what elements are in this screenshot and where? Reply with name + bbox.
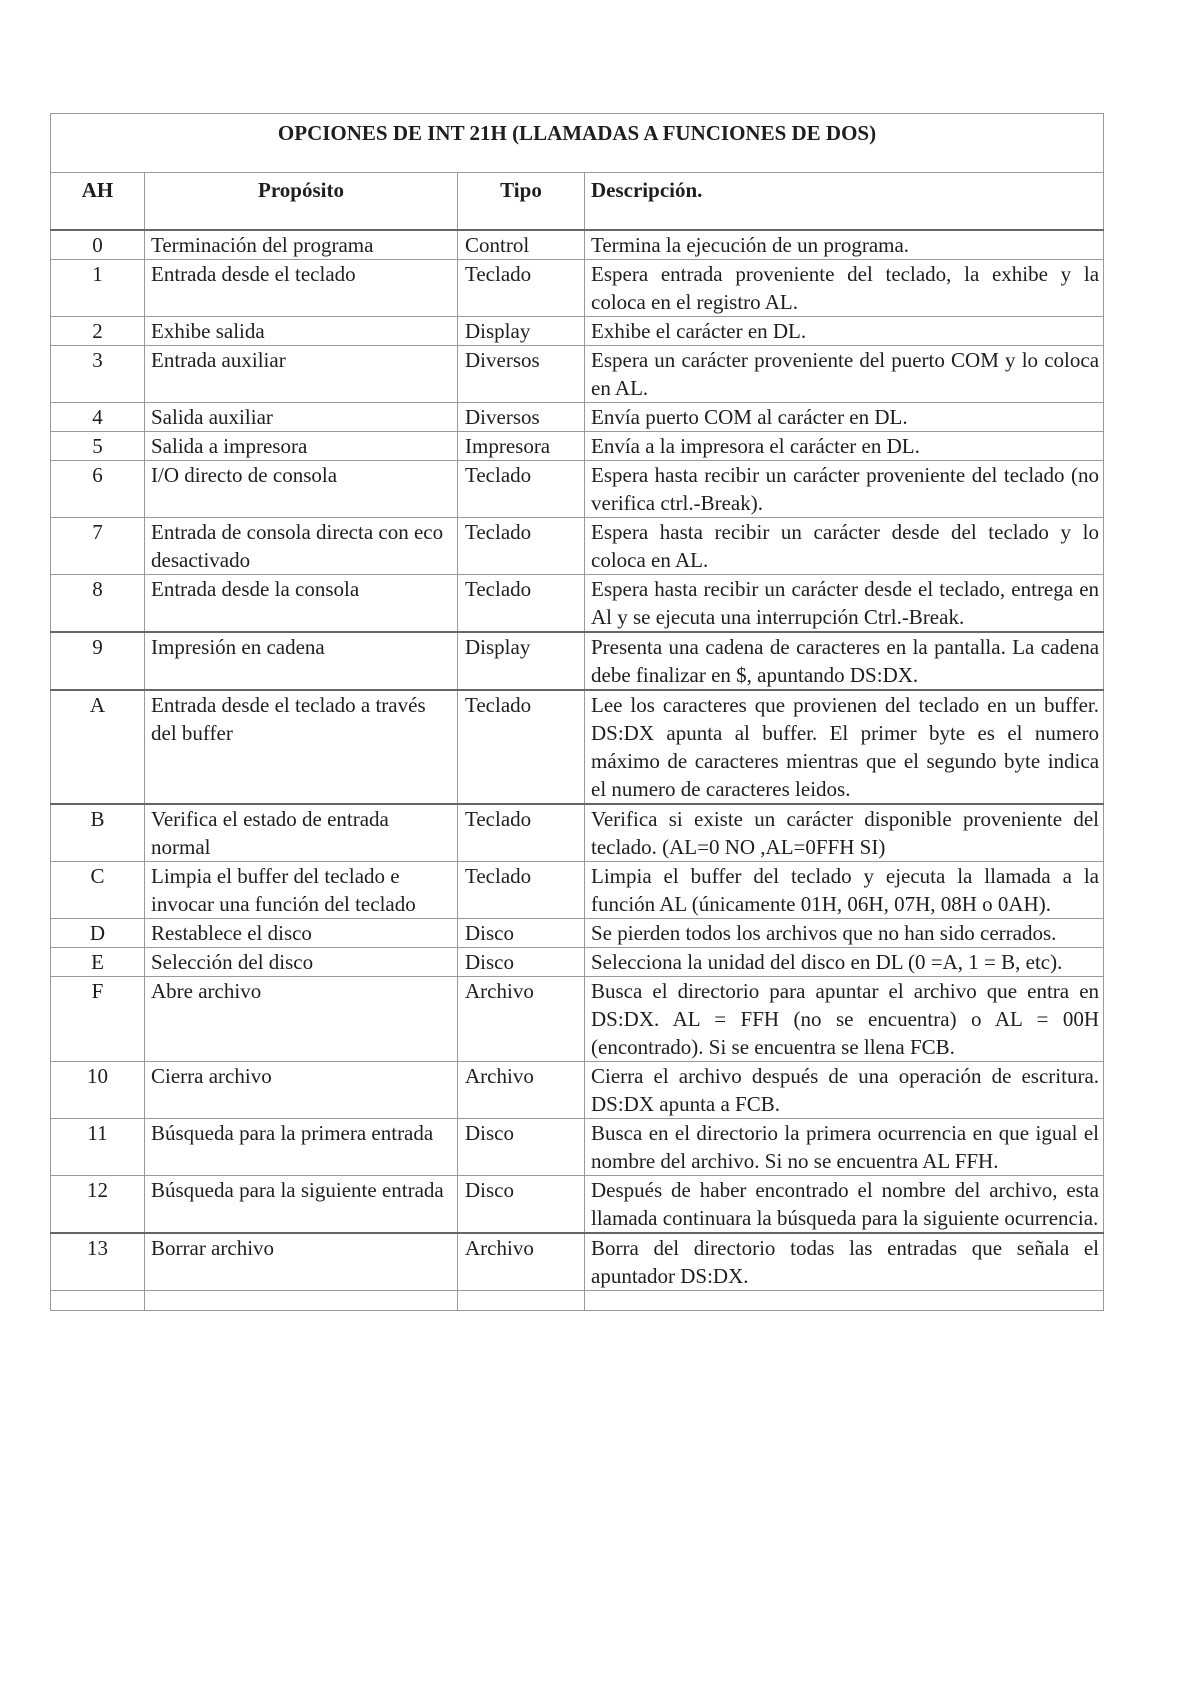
cell-ah: C xyxy=(51,862,145,919)
cell-proposito: Entrada de consola directa con eco desactivado xyxy=(145,518,458,575)
cell-proposito: Selección del disco xyxy=(145,948,458,977)
cell-tipo: Disco xyxy=(458,1119,585,1176)
cell-tipo: Impresora xyxy=(458,432,585,461)
document-page xyxy=(50,113,1103,1311)
tail-cell xyxy=(458,1291,585,1311)
cell-proposito: Entrada auxiliar xyxy=(145,346,458,403)
cell-ah: 7 xyxy=(51,518,145,575)
cell-tipo: Display xyxy=(458,317,585,346)
cell-descripcion: Busca el directorio para apuntar el archivo que entra en DS:DX. AL = FFH (no se encuentra) o AL = 00H (encontrado). Si se encuentra se llena FCB. xyxy=(585,977,1104,1062)
table-row xyxy=(51,862,1104,919)
cell-descripcion: Busca en el directorio la primera ocurrencia en que igual el nombre del archivo. Si no se encuentra AL FFH. xyxy=(585,1119,1104,1176)
cell-ah: 10 xyxy=(51,1062,145,1119)
cell-proposito: Verifica el estado de entrada normal xyxy=(145,804,458,862)
table-tail-row xyxy=(51,1291,1104,1311)
table-row xyxy=(51,230,1104,260)
table-row xyxy=(51,575,1104,633)
cell-tipo: Archivo xyxy=(458,1062,585,1119)
cell-tipo: Teclado xyxy=(458,804,585,862)
cell-proposito: Salida a impresora xyxy=(145,432,458,461)
table-title: OPCIONES DE INT 21H (LLAMADAS A FUNCIONES DE DOS) xyxy=(51,114,1104,173)
cell-tipo: Disco xyxy=(458,919,585,948)
cell-descripcion: Envía puerto COM al carácter en DL. xyxy=(585,403,1104,432)
cell-descripcion: Presenta una cadena de caracteres en la pantalla. La cadena debe finalizar en $, apuntando DS:DX. xyxy=(585,632,1104,690)
tail-cell xyxy=(51,1291,145,1311)
cell-proposito: Terminación del programa xyxy=(145,230,458,260)
cell-ah: 2 xyxy=(51,317,145,346)
cell-tipo: Archivo xyxy=(458,1233,585,1291)
cell-tipo: Disco xyxy=(458,1176,585,1234)
table-row xyxy=(51,346,1104,403)
cell-tipo: Teclado xyxy=(458,461,585,518)
cell-proposito: I/O directo de consola xyxy=(145,461,458,518)
table-row xyxy=(51,1062,1104,1119)
header-tipo: Tipo xyxy=(458,173,585,231)
cell-ah: 6 xyxy=(51,461,145,518)
cell-descripcion: Espera hasta recibir un carácter desde del teclado y lo coloca en AL. xyxy=(585,518,1104,575)
cell-tipo: Archivo xyxy=(458,977,585,1062)
header-ah: AH xyxy=(51,173,145,231)
cell-proposito: Limpia el buffer del teclado e invocar una función del teclado xyxy=(145,862,458,919)
cell-tipo: Diversos xyxy=(458,346,585,403)
cell-descripcion: Cierra el archivo después de una operación de escritura. DS:DX apunta a FCB. xyxy=(585,1062,1104,1119)
cell-tipo: Diversos xyxy=(458,403,585,432)
cell-tipo: Teclado xyxy=(458,518,585,575)
table-row xyxy=(51,632,1104,690)
cell-ah: A xyxy=(51,690,145,804)
cell-descripcion: Lee los caracteres que provienen del teclado en un buffer. DS:DX apunta al buffer. El primer byte es el numero máximo de caracteres mientras que el segundo byte indica el numero de caracteres leidos. xyxy=(585,690,1104,804)
cell-proposito: Salida auxiliar xyxy=(145,403,458,432)
cell-tipo: Teclado xyxy=(458,575,585,633)
cell-ah: 12 xyxy=(51,1176,145,1234)
tail-cell xyxy=(145,1291,458,1311)
cell-ah: 8 xyxy=(51,575,145,633)
cell-descripcion: Después de haber encontrado el nombre del archivo, esta llamada continuara la búsqueda para la siguiente ocurrencia. xyxy=(585,1176,1104,1234)
header-descripcion: Descripción. xyxy=(585,173,1104,231)
cell-descripcion: Termina la ejecución de un programa. xyxy=(585,230,1104,260)
table-row xyxy=(51,1233,1104,1291)
table-row xyxy=(51,919,1104,948)
cell-tipo: Teclado xyxy=(458,862,585,919)
cell-descripcion: Selecciona la unidad del disco en DL (0 =A, 1 = B, etc). xyxy=(585,948,1104,977)
table-row xyxy=(51,317,1104,346)
cell-proposito: Búsqueda para la primera entrada xyxy=(145,1119,458,1176)
cell-proposito: Búsqueda para la siguiente entrada xyxy=(145,1176,458,1234)
cell-tipo: Display xyxy=(458,632,585,690)
header-proposito: Propósito xyxy=(145,173,458,231)
table-row xyxy=(51,977,1104,1062)
table-row xyxy=(51,690,1104,804)
cell-proposito: Entrada desde el teclado xyxy=(145,260,458,317)
cell-proposito: Cierra archivo xyxy=(145,1062,458,1119)
cell-proposito: Abre archivo xyxy=(145,977,458,1062)
cell-ah: 4 xyxy=(51,403,145,432)
cell-descripcion: Espera entrada proveniente del teclado, la exhibe y la coloca en el registro AL. xyxy=(585,260,1104,317)
cell-ah: 9 xyxy=(51,632,145,690)
cell-ah: 11 xyxy=(51,1119,145,1176)
cell-proposito: Restablece el disco xyxy=(145,919,458,948)
table-row xyxy=(51,1176,1104,1234)
cell-descripcion: Limpia el buffer del teclado y ejecuta la llamada a la función AL (únicamente 01H, 06H, 07H, 08H o 0AH). xyxy=(585,862,1104,919)
table-row xyxy=(51,432,1104,461)
cell-descripcion: Espera hasta recibir un carácter proveniente del teclado (no verifica ctrl.-Break). xyxy=(585,461,1104,518)
table-title-row xyxy=(51,114,1104,173)
cell-tipo: Control xyxy=(458,230,585,260)
cell-ah: 13 xyxy=(51,1233,145,1291)
cell-descripcion: Verifica si existe un carácter disponible proveniente del teclado. (AL=0 NO ,AL=0FFH SI) xyxy=(585,804,1104,862)
cell-descripcion: Borra del directorio todas las entradas que señala el apuntador DS:DX. xyxy=(585,1233,1104,1291)
table-header-row xyxy=(51,173,1104,231)
cell-ah: 5 xyxy=(51,432,145,461)
table-row xyxy=(51,461,1104,518)
cell-ah: B xyxy=(51,804,145,862)
tail-cell xyxy=(585,1291,1104,1311)
cell-descripcion: Envía a la impresora el carácter en DL. xyxy=(585,432,1104,461)
table-row xyxy=(51,1119,1104,1176)
cell-proposito: Entrada desde el teclado a través del buffer xyxy=(145,690,458,804)
cell-descripcion: Espera hasta recibir un carácter desde el teclado, entrega en Al y se ejecuta una interrupción Ctrl.-Break. xyxy=(585,575,1104,633)
table-row xyxy=(51,403,1104,432)
cell-descripcion: Se pierden todos los archivos que no han sido cerrados. xyxy=(585,919,1104,948)
cell-tipo: Teclado xyxy=(458,260,585,317)
cell-ah: E xyxy=(51,948,145,977)
table-row xyxy=(51,804,1104,862)
int21h-table xyxy=(50,113,1104,1311)
cell-ah: F xyxy=(51,977,145,1062)
table-row xyxy=(51,948,1104,977)
cell-tipo: Disco xyxy=(458,948,585,977)
cell-descripcion: Espera un carácter proveniente del puerto COM y lo coloca en AL. xyxy=(585,346,1104,403)
cell-ah: 0 xyxy=(51,230,145,260)
cell-proposito: Borrar archivo xyxy=(145,1233,458,1291)
cell-proposito: Exhibe salida xyxy=(145,317,458,346)
cell-descripcion: Exhibe el carácter en DL. xyxy=(585,317,1104,346)
cell-ah: 1 xyxy=(51,260,145,317)
cell-ah: D xyxy=(51,919,145,948)
cell-tipo: Teclado xyxy=(458,690,585,804)
table-row xyxy=(51,518,1104,575)
cell-proposito: Impresión en cadena xyxy=(145,632,458,690)
table-body xyxy=(51,230,1104,1291)
table-row xyxy=(51,260,1104,317)
cell-proposito: Entrada desde la consola xyxy=(145,575,458,633)
cell-ah: 3 xyxy=(51,346,145,403)
